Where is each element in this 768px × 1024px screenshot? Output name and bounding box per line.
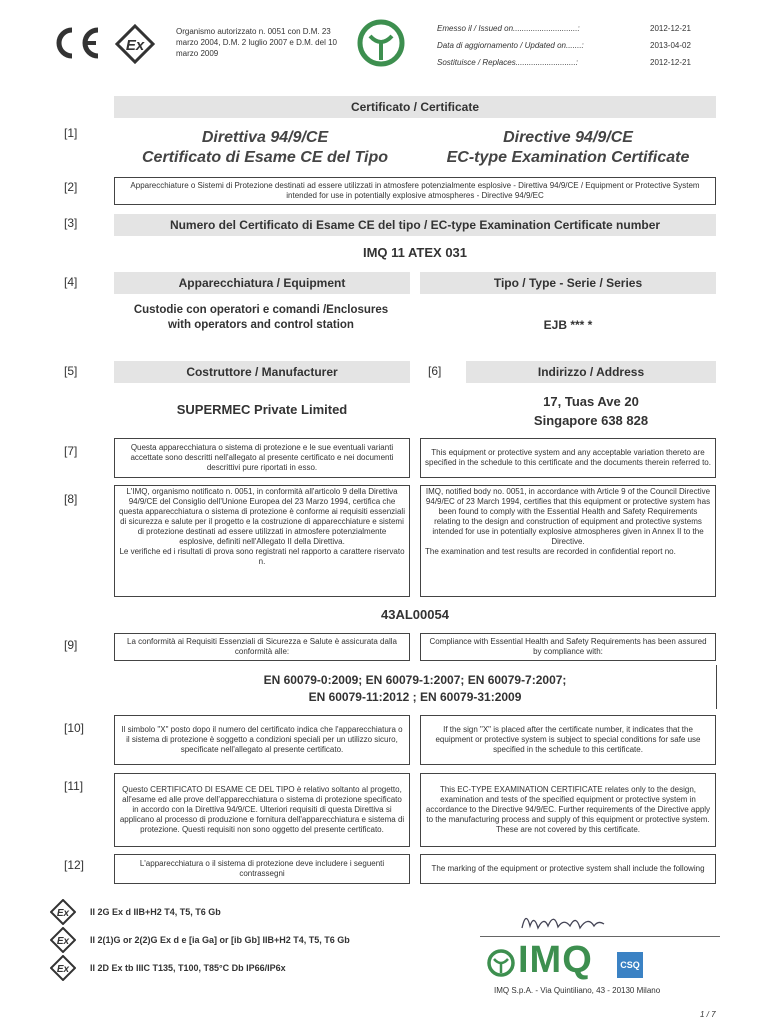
certification-report-note-it: Le verifiche ed i risultati di prova sono registrati nel rapporto a carattere riservato n. [119, 547, 405, 566]
type-series-label: Tipo / Type - Serie / Series [420, 272, 716, 294]
section-number-10: [10] [64, 721, 85, 735]
directive-en-line1: Directive 94/9/CE [503, 129, 633, 146]
equipment-label: Apparecchiatura / Equipment [114, 272, 410, 294]
section-number-9: [9] [64, 638, 78, 652]
x-sign-box-it: Il simbolo "X" posto dopo il numero del certificato indica che l'apparecchiatura o il sistema di protezione è soggetto a condizioni speciali per un utilizzo sicuro, specificate nell'allegato al presente certificato. [114, 715, 410, 765]
svg-text:Ex: Ex [56, 936, 70, 947]
type-series-value: EJB *** * [543, 318, 593, 332]
equipment-value: Custodie con operatori e comandi /Enclosures with operators and control station [133, 304, 389, 331]
directive-it-line2: Certificato di Esame CE del Tipo [142, 149, 388, 166]
replaces-value: 2012-12-21 [650, 58, 691, 67]
compliance-box-en: Compliance with Essential Health and Safety Requirements has been assured by compliance with: [420, 633, 716, 661]
signature-line [480, 936, 720, 937]
marking-box-en: The marking of the equipment or protective system shall include the following [420, 854, 716, 884]
variants-box-it: Questa apparecchiatura o sistema di protezione e le sue eventuali varianti accettate sono descritti nell'allegato al presente certificato e nei documenti descrittivi pure riportati in esso. [114, 438, 410, 478]
standards-line-2: EN 60079-11:2012 ; EN 60079-31:2009 [308, 690, 522, 704]
certification-box-it [114, 485, 410, 597]
directive-title-en [418, 128, 718, 168]
svg-text:Ex: Ex [125, 37, 145, 54]
certificate-number-label: Numero del Certificato di Esame CE del tipo / EC-type Examination Certificate number [114, 214, 716, 236]
certification-text-en: IMQ, notified body no. 0051, in accordance with Article 9 of the Council Directive 94/9/EC of 23 March 1994, certifies that this equipment or protective system has been found to comply with the Essential Health and Safety Requirements relating to the design and construction of equipment and protective systems intended for use in potentially explosive atmospheres given in Annex II to the Directive. [425, 487, 711, 546]
address-label: Indirizzo / Address [466, 361, 716, 383]
compliance-box-it: La conformità ai Requisiti Essenziali di Sicurezza e Salute è assicurata dalla conformità alle: [114, 633, 410, 661]
updated-label: Data di aggiornamento / Updated on.......: [437, 41, 584, 50]
directive-it-line1: Direttiva 94/9/CE [201, 129, 329, 146]
report-number: 43AL00054 [381, 607, 449, 622]
ex-mark-icon [115, 24, 155, 64]
ex-mark-icon [50, 927, 76, 953]
issued-label: Emesso il / Issued on.............................: [437, 24, 580, 33]
section-number-7: [7] [64, 444, 78, 458]
certificate-bar: Certificato / Certificate [114, 96, 716, 118]
section-number-6: [6] [428, 364, 442, 378]
scope-box-it: Questo CERTIFICATO DI ESAME CE DEL TIPO è relativo soltanto al progetto, all'esame ed alle prove dell'apparecchiatura o sistema di protezione specificato in accordo con la Direttiva 94/9/CE. Ulteriori requisiti di questa Direttiva si applicano al processo di produzione e fornitura dell'apparecchiatura e sistema di protezione. Questi requisiti non sono oggetto del presente certificato. [114, 773, 410, 847]
certificate-number-value: IMQ 11 ATEX 031 [362, 245, 468, 260]
imq-emblem-icon [356, 18, 406, 68]
address-line-1: 17, Tuas Ave 20 [543, 394, 639, 409]
section-number-1: [1] [64, 126, 78, 140]
csq-logo: CSQ [617, 952, 643, 978]
imq-address: IMQ S.p.A. - Via Quintiliano, 43 - 20130 Milano [494, 986, 661, 995]
section-number-5: [5] [64, 364, 78, 378]
variants-box-en: This equipment or protective system and any acceptable variation thereto are specified in the schedule to this certificate and the documents therein referred to. [420, 438, 716, 478]
section-number-12: [12] [64, 858, 85, 872]
replaces-label: Sostituisce / Replaces...........................: [437, 58, 578, 67]
imq-logo-emblem-icon [486, 948, 516, 978]
svg-text:Ex: Ex [56, 964, 70, 975]
signature-icon [518, 906, 608, 936]
ce-mark-icon [48, 24, 104, 62]
certification-box-en [420, 485, 716, 597]
ex-mark-icon [50, 899, 76, 925]
certification-text-it: L'IMQ, organismo notificato n. 0051, in conformità all'articolo 9 della Direttiva 94/9/CE del Consiglio dell'Unione Europea del 23 Marzo 1994, certifica che questa apparecchiatura o sistema di protezione è conforme ai requisiti essenziali di sicurezza e salute per il progetto e la costruzione di apparecchiature e sistemi di protezione destinati ad essere utilizzati in atmosfere potenzialmente esplosive, definiti nell'Allegato II della Direttiva. [119, 487, 405, 546]
imq-logo-text: IMQ [518, 939, 593, 981]
marking-line-2: II 2(1)G or 2(2)G Ex d e [ia Ga] or [ib Gb] IIB+H2 T4, T5, T6 Gb [90, 935, 350, 945]
address-line-2: Singapore 638 828 [533, 413, 649, 428]
standards-separator [716, 665, 717, 709]
marking-line-3: II 2D Ex tb IIIC T135, T100, T85°C Db IP66/IP6x [90, 963, 286, 973]
ex-mark-icon [50, 955, 76, 981]
section-number-3: [3] [64, 216, 78, 230]
marking-line-1: II 2G Ex d IIB+H2 T4, T5, T6 Gb [90, 907, 221, 917]
certification-report-note-en: The examination and test results are recorded in confidential report no. [425, 547, 676, 556]
section-number-8: [8] [64, 492, 78, 506]
page-number: 1 / 7 [700, 1010, 716, 1019]
standards-line-1: EN 60079-0:2009; EN 60079-1:2007; EN 60079-7:2007; [263, 673, 567, 687]
updated-value: 2013-04-02 [650, 41, 691, 50]
manufacturer-label: Costruttore / Manufacturer [114, 361, 410, 383]
notified-body-text: Organismo autorizzato n. 0051 con D.M. 23 marzo 2004, D.M. 2 luglio 2007 e D.M. del 10 marzo 2009 [176, 27, 337, 58]
section-number-11: [11] [64, 779, 84, 793]
issued-value: 2012-12-21 [650, 24, 691, 33]
x-sign-box-en: If the sign "X" is placed after the certificate number, it indicates that the equipment or protective system is subject to special conditions for safe use specified in the schedule to this certificate. [420, 715, 716, 765]
section-number-2: [2] [64, 180, 78, 194]
directive-title-it [116, 128, 414, 168]
section-number-4: [4] [64, 275, 78, 289]
marking-box-it: L'apparecchiatura o il sistema di protezione deve includere i seguenti contrassegni [114, 854, 410, 884]
equipment-scope-box: Apparecchiature o Sistemi di Protezione destinati ad essere utilizzati in atmosfere potenzialmente esplosive - Direttiva 94/9/CE / Equipment or Protective System intended for use in potentially explosive atmospheres - Directive 94/9/EC [114, 177, 716, 205]
scope-box-en: This EC-TYPE EXAMINATION CERTIFICATE relates only to the design, examination and tests of the specified equipment or protective system in accordance to the Directive 94/9/EC. Further requirements of the Directive apply to the manufacturing process and supply of this equipment or protective system. These are not covered by this certificate. [420, 773, 716, 847]
manufacturer-value: SUPERMEC Private Limited [176, 402, 348, 417]
svg-text:Ex: Ex [56, 908, 70, 919]
directive-en-line2: EC-type Examination Certificate [446, 149, 690, 166]
